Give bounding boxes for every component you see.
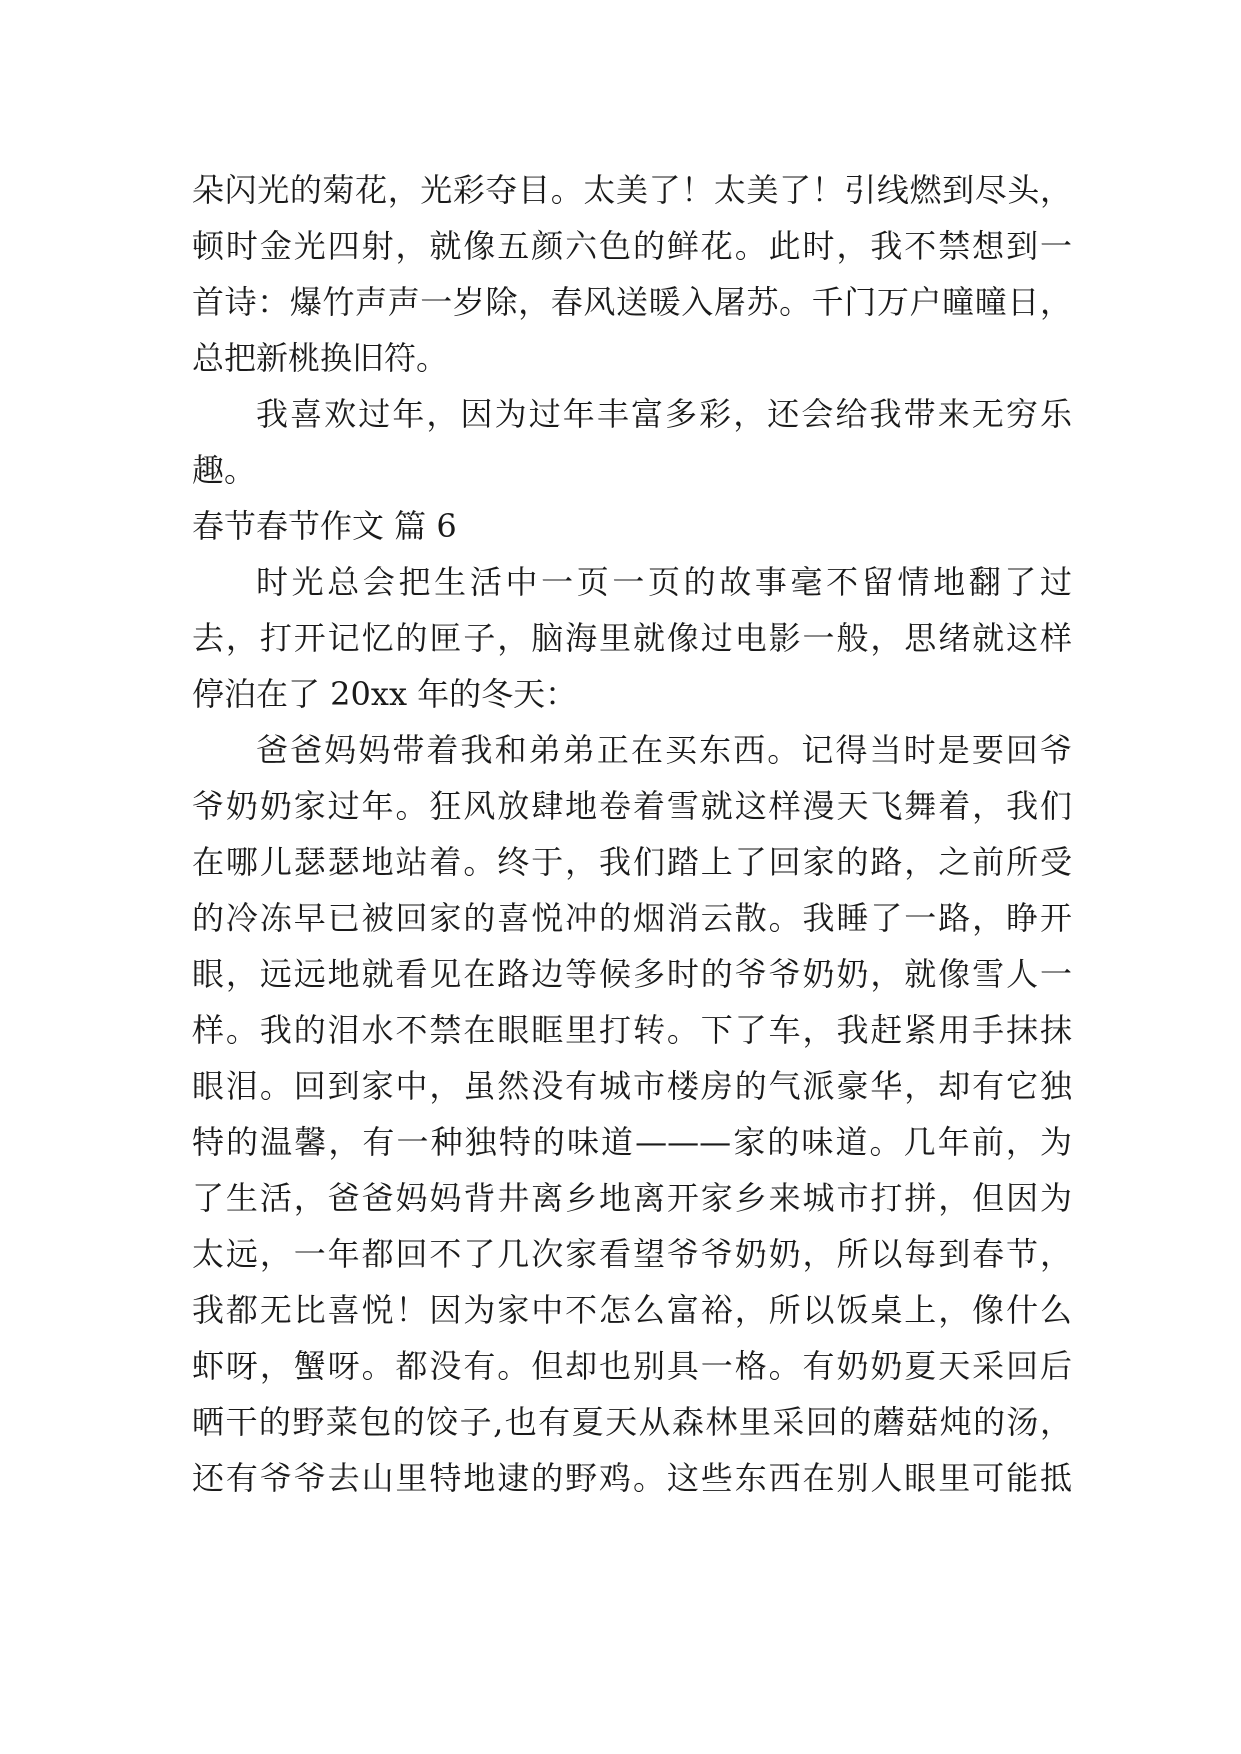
text-line: 时光总会把生活中一页一页的故事毫不留情地翻了过 bbox=[256, 563, 1072, 601]
text-line: 总把新桃换旧符。 bbox=[192, 339, 449, 377]
text-line: 了生活，爸爸妈妈背井离乡地离开家乡来城市打拼，但因为 bbox=[192, 1179, 1072, 1217]
text-line: 还有爷爷去山里特地逮的野鸡。这些东西在别人眼里可能抵 bbox=[192, 1459, 1072, 1497]
text-line: 朵闪光的菊花，光彩夺目。太美了！太美了！引线燃到尽头， bbox=[192, 171, 1072, 209]
text-line: 我都无比喜悦！因为家中不怎么富裕，所以饭桌上，像什么 bbox=[192, 1291, 1072, 1329]
text-line: 首诗：爆竹声声一岁除，春风送暖入屠苏。千门万户曈曈日， bbox=[192, 283, 1072, 321]
text-line: 去，打开记忆的匣子，脑海里就像过电影一般，思绪就这样 bbox=[192, 619, 1072, 657]
text-line: 停泊在了 20xx 年的冬天： bbox=[192, 675, 578, 713]
text-line: 顿时金光四射，就像五颜六色的鲜花。此时，我不禁想到一 bbox=[192, 227, 1072, 265]
text-line: 我喜欢过年，因为过年丰富多彩，还会给我带来无穷乐 bbox=[256, 395, 1072, 433]
text-line: 的冷冻早已被回家的喜悦冲的烟消云散。我睡了一路，睁开 bbox=[192, 899, 1072, 937]
text-line: 太远，一年都回不了几次家看望爷爷奶奶，所以每到春节， bbox=[192, 1235, 1072, 1273]
text-line: 特的温馨，有一种独特的味道———家的味道。几年前，为 bbox=[192, 1123, 1072, 1161]
text-line: 趣。 bbox=[192, 451, 257, 489]
text-line: 在哪儿瑟瑟地站着。终于，我们踏上了回家的路，之前所受 bbox=[192, 843, 1072, 881]
text-line: 虾呀，蟹呀。都没有。但却也别具一格。有奶奶夏天采回后 bbox=[192, 1347, 1072, 1385]
text-line: 晒干的野菜包的饺子,也有夏天从森林里采回的蘑菇炖的汤， bbox=[192, 1403, 1072, 1441]
section-heading: 春节春节作文 篇 6 bbox=[192, 507, 457, 545]
text-line: 眼泪。回到家中，虽然没有城市楼房的气派豪华，却有它独 bbox=[192, 1067, 1072, 1105]
text-line: 眼，远远地就看见在路边等候多时的爷爷奶奶，就像雪人一 bbox=[192, 955, 1072, 993]
text-line: 爷奶奶家过年。狂风放肆地卷着雪就这样漫天飞舞着，我们 bbox=[192, 787, 1072, 825]
text-line: 样。我的泪水不禁在眼眶里打转。下了车，我赶紧用手抹抹 bbox=[192, 1011, 1072, 1049]
text-line: 爸爸妈妈带着我和弟弟正在买东西。记得当时是要回爷 bbox=[256, 731, 1072, 769]
